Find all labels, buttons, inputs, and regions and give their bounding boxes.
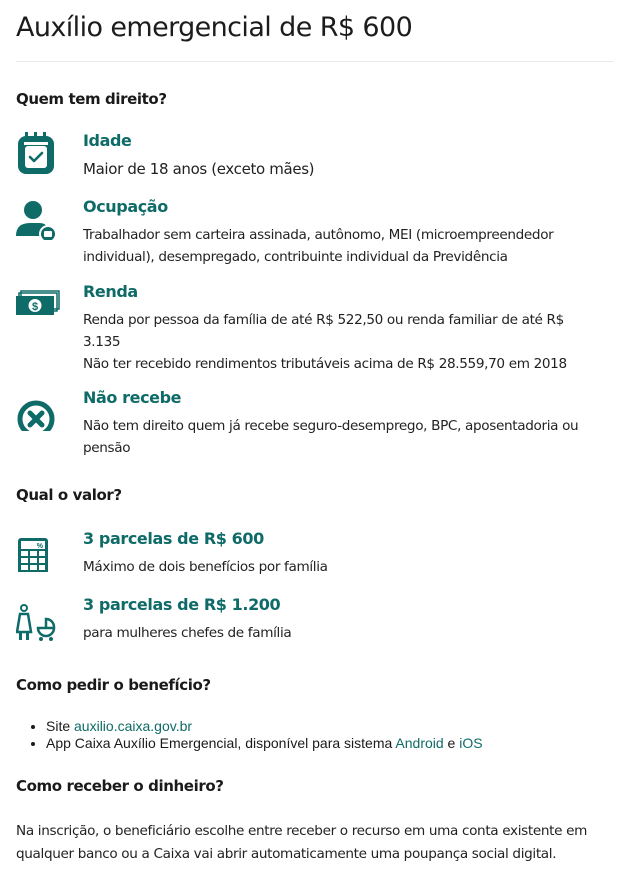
- item-desc-line: Não ter recebido rendimentos tributáveis acima de R$ 28.559,70 em 2018: [83, 356, 567, 372]
- section-heading-receive: Como receber o dinheiro?: [16, 777, 224, 795]
- item-desc-line: Renda por pessoa da família de até R$ 522,50 ou renda familiar de até R$ 3.135: [83, 312, 564, 350]
- item-desc: Máximo de dois benefícios por família: [83, 559, 328, 575]
- x-circle-icon: [16, 387, 60, 431]
- section-heading-who: Quem tem direito?: [16, 90, 167, 108]
- site-link[interactable]: auxilio.caixa.gov.br: [74, 718, 193, 734]
- section-heading-how: Como pedir o benefício?: [16, 676, 211, 694]
- money-icon: [16, 281, 60, 325]
- list-item: [46, 718, 483, 735]
- svg-text:$: $: [31, 301, 39, 313]
- page: [0, 0, 624, 62]
- item-desc: para mulheres chefes de família: [83, 625, 292, 641]
- item-title: Idade: [83, 131, 132, 150]
- section-heading-value: Qual o valor?: [16, 486, 122, 504]
- divider: [16, 61, 613, 62]
- item-title: 3 parcelas de R$ 1.200: [83, 595, 281, 614]
- calendar-check-icon: [16, 130, 60, 174]
- svg-text:%: %: [36, 543, 43, 550]
- item-title: Não recebe: [83, 388, 182, 407]
- page-title: Auxílio emergencial de R$ 600: [16, 12, 413, 43]
- item-desc: Trabalhador sem carteira assinada, autônomo, MEI (microempreendedor individual), desempregado, contribuinte individual da Previdência: [83, 227, 554, 265]
- item-title: Renda: [83, 282, 138, 301]
- item-title: Ocupação: [83, 197, 168, 216]
- item-desc: Maior de 18 anos (exceto mães): [83, 160, 315, 178]
- worker-icon: [16, 196, 60, 240]
- how-list: [28, 718, 483, 752]
- list-item-text: App Caixa Auxílio Emergencial, disponível para sistema: [46, 735, 396, 751]
- item-desc: [83, 309, 603, 375]
- calculator-icon: [16, 528, 60, 572]
- list-item-text: Site: [46, 718, 75, 734]
- list-item: [46, 735, 483, 752]
- android-link[interactable]: Android: [395, 735, 444, 751]
- item-desc: Não tem direito quem já recebe seguro-desemprego, BPC, aposentadoria ou pensão: [83, 418, 579, 456]
- receive-paragraph: Na inscrição, o beneficiário escolhe entre receber o recurso em uma conta existente em qualquer banco ou a Caixa vai abrir automaticamente uma poupança social digital.: [16, 823, 588, 862]
- ios-link[interactable]: iOS: [459, 735, 483, 751]
- item-title: 3 parcelas de R$ 600: [83, 529, 264, 548]
- mother-stroller-icon: [16, 594, 60, 644]
- list-item-text: e: [443, 735, 460, 751]
